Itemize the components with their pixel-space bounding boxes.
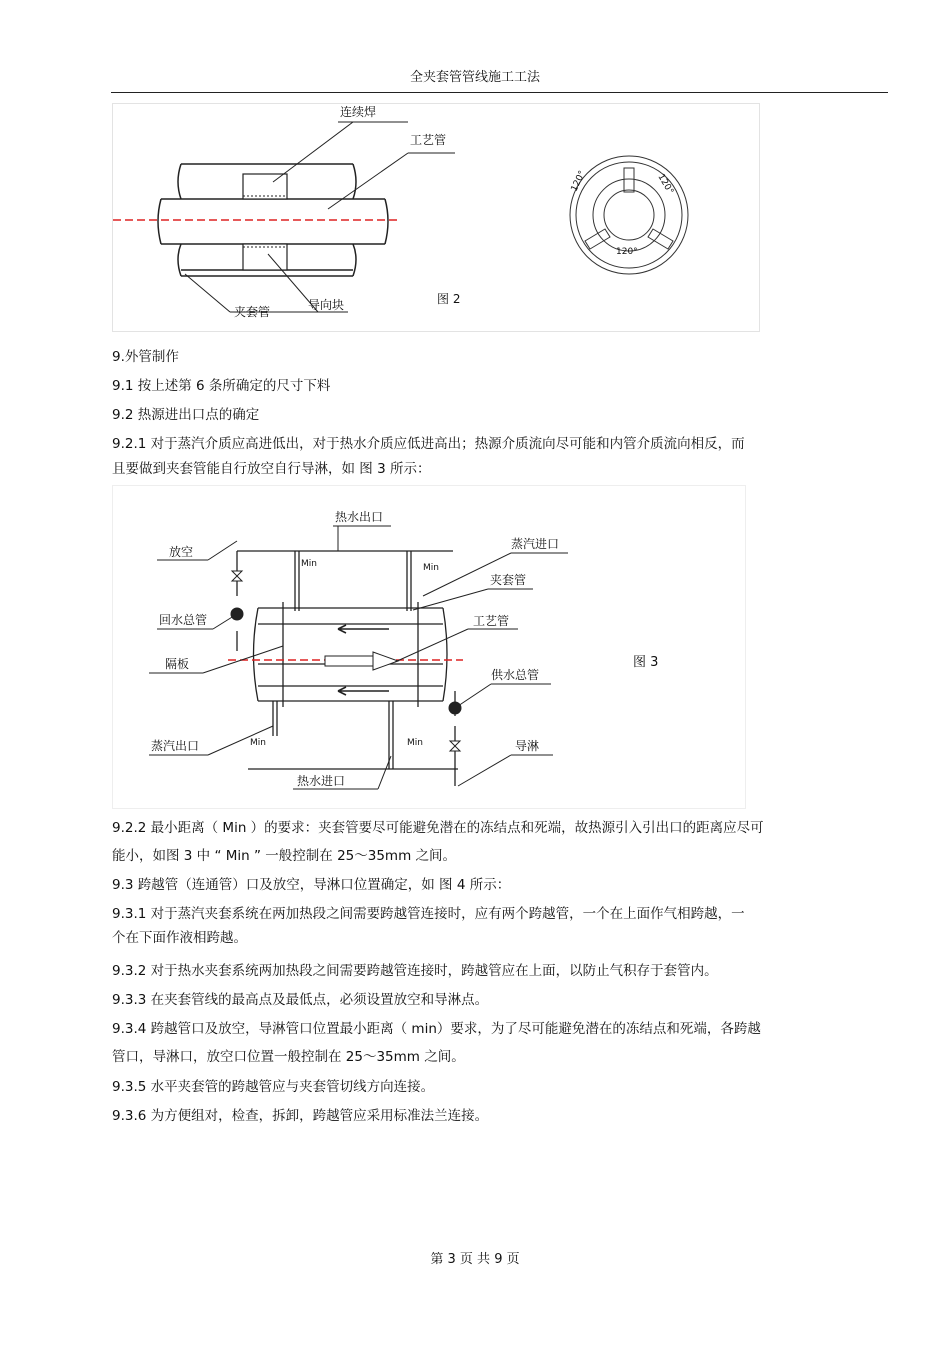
arrow-middle-body [325,656,373,666]
section-9-2: 9.2 热源进出口点的确定 [112,407,260,423]
section-9-3-3: 9.3.3 在夹套管线的最高点及最低点，必须设置放空和导淋点。 [112,992,489,1008]
label-vent: 放空 [169,545,194,559]
guide-block-bottom [243,244,287,270]
label-hot-water-outlet: 热水出口 [335,510,384,524]
label-weld: 连续焊 [340,105,377,119]
page-footer: 第 3 页 共 9 页 [430,1252,520,1267]
label-process-pipe: 工艺管 [473,614,510,628]
label-return-main: 回水总管 [159,613,208,627]
process-pipe-shape [158,199,388,244]
arrow-bottom [338,687,389,695]
page-header-title: 全夹套管管线施工工法 [409,70,540,85]
min-label-3: Min [250,738,266,748]
label-hot-water-inlet: 热水进口 [297,774,346,788]
section-9-2-1: 9.2.1 对于蒸汽介质应高进低出，对于热水介质应低进高出；热源介质流向尽可能和内管介质流向相反，而 且要做到夹套管能自行放空自行导淋，如 图 3 所示： [112,436,745,477]
min-label-4: Min [407,738,423,748]
section-9-3-4: 9.3.4 跨越管口及放空，导淋管口位置最小距离（ min）要求，为了尽可能避免潜在的冻结点和死端，各跨越 管口，导淋口，放空口位置一般控制在 25～35mm 之间。 [112,1021,761,1065]
label-steam-inlet: 蒸汽进口 [511,537,560,551]
header-rule [111,92,888,93]
label-baffle: 隔板 [165,657,190,671]
arrow-top [338,625,389,633]
section-9-3-1: 9.3.1 对于蒸汽夹套系统在两加热段之间需要跨越管连接时，应有两个跨越管，一个在上面作气相跨越，一 个在下面作液相跨越。 [112,906,745,946]
section-9-3-5: 9.3.5 水平夹套管的跨越管应与夹套管切线方向连接。 [112,1079,435,1095]
section-9-1: 9.1 按上述第 6 条所确定的尺寸下料 [112,378,331,394]
figure-2 [112,103,760,332]
angle-label-bottom: 120° [616,247,638,257]
label-guide-block: 导向块 [308,298,345,312]
figure-2-drawing [113,104,759,331]
figure-2-caption: 图 2 [437,292,461,306]
figure-3 [112,485,746,809]
section-9-3-6: 9.3.6 为方便组对，检查，拆卸，跨越管应采用标准法兰连接。 [112,1108,489,1124]
label-process-pipe: 工艺管 [410,133,447,147]
min-label-2: Min [423,563,439,573]
min-label-1: Min [301,559,317,569]
label-drain: 导淋 [515,739,540,753]
guide-block-top [243,174,287,199]
label-supply-main: 供水总管 [491,668,540,682]
figure-3-piping [237,551,458,786]
section-9-3: 9.3 跨越管（连通管）口及放空，导淋口位置确定，如 图 4 所示： [112,877,511,893]
section-9-2-2: 9.2.2 最小距离（ Min ）的要求：夹套管要尽可能避免潜在的冻结点和死端，故热源引入引出口的距离应尽可 能小，如图 3 中 “ Min ” 一般控制在 25～35mm 之间。 [112,820,764,864]
angle-label-right: 120° [655,172,675,197]
section-9-3-2: 9.3.2 对于热水夹套系统两加热段之间需要跨越管连接时，跨越管应在上面，以防止气积存于套管内。 [112,963,718,979]
arrow-middle-head [373,652,398,670]
figure-2-leaders [185,122,455,312]
label-jacket-pipe: 夹套管 [490,573,527,587]
figure-3-caption: 图 3 [633,655,659,670]
figure-3-drawing [113,486,745,808]
label-steam-outlet: 蒸汽出口 [151,739,200,753]
label-jacket-pipe: 夹套管 [234,305,271,319]
angle-label-left: 120° [569,169,588,194]
section-9: 9.外管制作 [112,349,179,365]
